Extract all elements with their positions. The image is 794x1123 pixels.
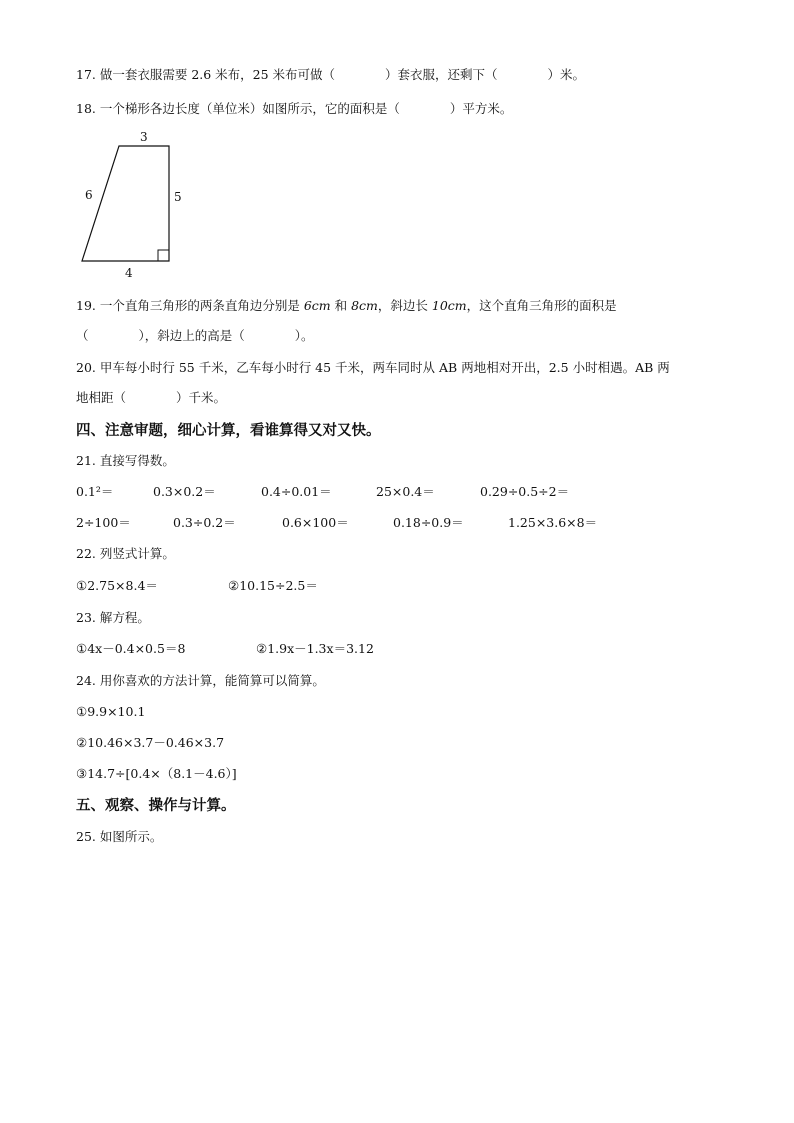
mental-calc-item: 0.4÷0.01＝ (261, 484, 332, 499)
trapezoid-figure (74, 128, 204, 278)
trapezoid-left-label: 6 (85, 188, 93, 202)
trapezoid-shape (82, 146, 169, 261)
mental-calc-item: 0.1²＝ (76, 484, 114, 499)
mental-calc-item: 25×0.4＝ (376, 484, 435, 499)
equation-item-2: ②1.9x－1.3x＝3.12 (256, 641, 374, 656)
question-21-row-1 (0, 483, 794, 501)
trapezoid-bottom-label: 4 (125, 266, 133, 278)
section-4-title: 四、注意审题，细心计算，看谁算得又对又快。 (76, 422, 381, 439)
question-20-line-1: 20. 甲车每小时行 55 千米，乙车每小时行 45 千米，两车同时从 AB 两地相对开出，2.5 小时相遇。AB 两 (76, 360, 670, 375)
section-5-title: 五、观察、操作与计算。 (76, 797, 236, 814)
leg-2-value: 8cm (351, 298, 378, 313)
vertical-calc-item-1: ①2.75×8.4＝ (76, 578, 158, 593)
leg-1-value: 6cm (303, 298, 331, 313)
mental-calc-item: 0.6×100＝ (282, 515, 349, 530)
mental-calc-item: 0.29÷0.5÷2＝ (480, 484, 570, 499)
question-21-title: 21. 直接写得数。 (76, 453, 175, 468)
simplify-item-2: ②10.46×3.7－0.46×3.7 (76, 735, 225, 750)
mental-calc-item: 2÷100＝ (76, 515, 131, 530)
right-angle-mark (158, 250, 169, 261)
question-23-items (0, 640, 794, 658)
hypotenuse-value: 10cm (431, 298, 467, 313)
question-23-title: 23. 解方程。 (76, 610, 150, 625)
question-22-title: 22. 列竖式计算。 (76, 546, 175, 561)
question-22-items (0, 577, 794, 595)
trapezoid-top-label: 3 (140, 130, 148, 144)
question-19-line-1: 19. 一个直角三角形的两条直角边分别是 6cm 和 8cm，斜边长 10cm，这个直角三角形的面积是 (76, 298, 617, 313)
question-18: 18. 一个梯形各边长度（单位米）如图所示，它的面积是（ ）平方米。 (76, 101, 513, 116)
question-24-title: 24. 用你喜欢的方法计算，能简算可以简算。 (76, 673, 325, 688)
simplify-item-1: ①9.9×10.1 (76, 704, 146, 719)
simplify-item-3: ③14.7÷[0.4×（8.1－4.6）] (76, 766, 237, 781)
trapezoid-right-label: 5 (174, 190, 182, 204)
mental-calc-item: 0.3÷0.2＝ (173, 515, 236, 530)
equation-item-1: ①4x－0.4×0.5＝8 (76, 641, 186, 656)
mental-calc-item: 1.25×3.6×8＝ (508, 515, 598, 530)
question-17: 17. 做一套衣服需要 2.6 米布，25 米布可做（ ）套衣服，还剩下（ ）米。 (76, 67, 586, 82)
question-19-line-2: （ ），斜边上的高是（ ）。 (76, 328, 314, 343)
vertical-calc-item-2: ②10.15÷2.5＝ (228, 578, 318, 593)
question-20-line-2: 地相距（ ）千米。 (76, 390, 227, 405)
mental-calc-item: 0.3×0.2＝ (153, 484, 216, 499)
question-21-row-2 (0, 514, 794, 532)
question-25: 25. 如图所示。 (76, 829, 163, 844)
mental-calc-item: 0.18÷0.9＝ (393, 515, 464, 530)
